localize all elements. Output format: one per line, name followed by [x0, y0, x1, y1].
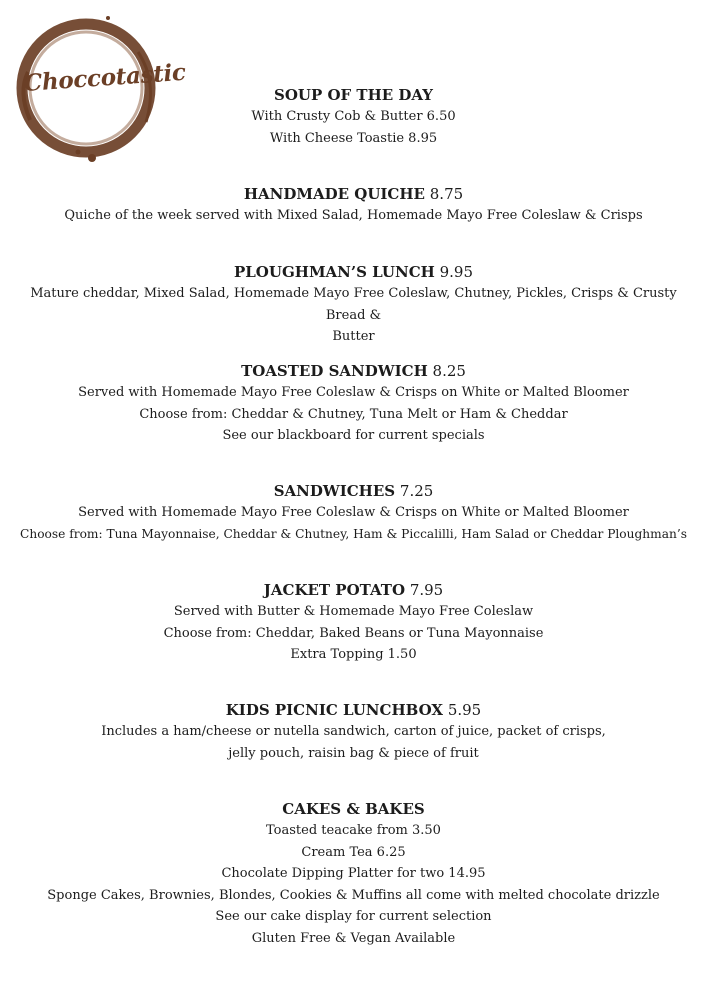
menu-section-quiche [0, 183, 707, 227]
brand-logo-text: Choccotastic [23, 58, 187, 97]
item-name: PLOUGHMAN’S LUNCH [233, 263, 435, 281]
item-line: Quiche of the week served with Mixed Salad, Homemade Mayo Free Coleslaw & Crisps [64, 208, 643, 223]
item-line: Gluten Free & Vegan Available [251, 930, 456, 946]
item-name: SOUP OF THE DAY [273, 86, 434, 104]
item-name: SANDWICHES [273, 482, 396, 500]
item-line: Mature cheddar, Mixed Salad, Homemade Mayo Free Coleslaw, Chutney, Pickles, Crisps & Crusty Bread & [30, 286, 677, 323]
item-line: Cream Tea 6.25 [301, 844, 406, 860]
item-price: 8.75 [429, 185, 464, 203]
menu-section-sandwiches [0, 480, 707, 545]
item-name: JACKET POTATO [263, 581, 406, 599]
item-line: Served with Homemade Mayo Free Coleslaw & Crisps on White or Malted Bloomer [78, 385, 629, 400]
item-price: 5.95 [447, 701, 482, 719]
item-name: TOASTED SANDWICH [241, 362, 428, 380]
menu-section-cakes-bakes [0, 798, 707, 949]
item-price: 7.25 [399, 482, 434, 500]
item-line: See our cake display for current selection [215, 909, 492, 924]
item-name: CAKES & BAKES [282, 800, 425, 818]
item-line: Sponge Cakes, Brownies, Blondes, Cookies & Muffins all come with melted chocolate drizzle [47, 887, 660, 903]
item-line: Choose from: Cheddar & Chutney, Tuna Melt or Ham & Cheddar [139, 406, 568, 422]
item-name: KIDS PICNIC LUNCHBOX [225, 701, 444, 719]
item-price: 8.25 [432, 362, 466, 380]
item-line: See our blackboard for current specials [222, 428, 485, 443]
menu-section-kids-lunchbox [0, 699, 707, 764]
item-line: Served with Homemade Mayo Free Coleslaw & Crisps on White or Malted Bloomer [78, 505, 629, 520]
item-line: Toasted teacake from 3.50 [266, 823, 441, 838]
item-line: With Cheese Toastie 8.95 [269, 130, 438, 146]
menu-section-jacket-potato [0, 579, 707, 666]
item-line: Choose from: Cheddar, Baked Beans or Tuna Mayonnaise [163, 625, 544, 641]
item-line: jelly pouch, raisin bag & piece of fruit [228, 745, 479, 761]
item-line: Chocolate Dipping Platter for two 14.95 [221, 866, 486, 881]
item-name: HANDMADE QUICHE [243, 185, 425, 203]
menu-section-ploughmans [20, 261, 687, 348]
menu-section-toasted-sandwich [0, 360, 707, 447]
menu-section-soup [0, 84, 707, 149]
item-line: Butter [332, 329, 375, 344]
item-line: Served with Butter & Homemade Mayo Free Coleslaw [173, 604, 534, 619]
item-price: 7.95 [409, 581, 444, 599]
item-line: Choose from: Tuna Mayonnaise, Cheddar & Chutney, Ham & Piccalilli, Ham Salad or Cheddar Ploughman’s [20, 526, 687, 541]
item-line: Includes a ham/cheese or nutella sandwich, carton of juice, packet of crisps, [101, 724, 606, 739]
item-line: Extra Topping 1.50 [290, 647, 417, 662]
item-price: 9.95 [439, 263, 473, 281]
item-line: With Crusty Cob & Butter 6.50 [251, 109, 456, 124]
